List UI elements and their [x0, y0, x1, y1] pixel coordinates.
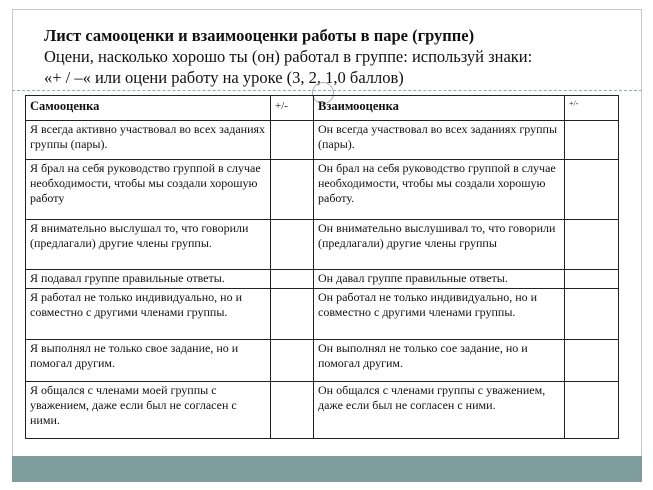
- self-cell: Я брал на себя руководство группой в случае необходимости, чтобы мы создали хорошую работу: [26, 160, 271, 220]
- peer-cell: Он внимательно выслушивал то, что говорили (предлагали) другие члены группы: [314, 220, 565, 270]
- peer-mark-cell[interactable]: [565, 382, 619, 439]
- peer-cell: Он общался с членами группы с уважением, даже если был не согласен с ними.: [314, 382, 565, 439]
- table-row: [26, 289, 619, 340]
- assessment-table: [25, 95, 619, 439]
- peer-cell: Он давал группе правильные ответы.: [314, 270, 565, 289]
- peer-mark-cell[interactable]: [565, 340, 619, 382]
- self-cell: Я внимательно выслушал то, что говорили (предлагали) другие члены группы.: [26, 220, 271, 270]
- header-peer: Взаимооценка: [314, 96, 565, 121]
- self-cell: Я подавал группе правильные ответы.: [26, 270, 271, 289]
- self-mark-cell[interactable]: [271, 270, 314, 289]
- peer-cell: Он брал на себя руководство группой в случае необходимости, чтобы мы создали хорошую работу.: [314, 160, 565, 220]
- self-mark-cell[interactable]: [271, 340, 314, 382]
- self-cell: Я выполнял не только свое задание, но и помогал другим.: [26, 340, 271, 382]
- peer-mark-cell[interactable]: [565, 160, 619, 220]
- table-row: [26, 340, 619, 382]
- table-header-row: [26, 96, 619, 121]
- header-peer-mark: +/-: [565, 96, 619, 121]
- self-mark-cell[interactable]: [271, 121, 314, 160]
- peer-cell: Он выполнял не только сое задание, но и помогал другим.: [314, 340, 565, 382]
- self-mark-cell[interactable]: [271, 289, 314, 340]
- header-self-mark: +/-: [271, 96, 314, 121]
- peer-cell: Он всегда участвовал во всех заданиях группы (пары).: [314, 121, 565, 160]
- instruction-line-2: «+ / –« или оцени работу на уроке (3, 2, 1,0 баллов): [44, 68, 404, 87]
- table-row: [26, 220, 619, 270]
- table-row: [26, 382, 619, 439]
- table-row: [26, 121, 619, 160]
- table-row: [26, 160, 619, 220]
- header-self: Самооценка: [26, 96, 271, 121]
- peer-mark-cell[interactable]: [565, 289, 619, 340]
- page-title: Лист самооценки и взаимооценки работы в паре (группе): [44, 26, 475, 45]
- self-cell: Я всегда активно участвовал во всех заданиях группы (пары).: [26, 121, 271, 160]
- peer-mark-cell[interactable]: [565, 121, 619, 160]
- self-mark-cell[interactable]: [271, 160, 314, 220]
- self-cell: Я общался с членами моей группы с уважением, даже если был не согласен с ними.: [26, 382, 271, 439]
- header: [44, 26, 634, 88]
- self-mark-cell[interactable]: [271, 382, 314, 439]
- self-mark-cell[interactable]: [271, 220, 314, 270]
- peer-cell: Он работал не только индивидуально, но и совместно с другими членами группы.: [314, 289, 565, 340]
- footer-bar: [12, 456, 642, 482]
- peer-mark-cell[interactable]: [565, 270, 619, 289]
- self-cell: Я работал не только индивидуально, но и совместно с другими членами группы.: [26, 289, 271, 340]
- instruction-line-1: Оцени, насколько хорошо ты (он) работал в группе: используй знаки:: [44, 47, 533, 66]
- table-row: [26, 270, 619, 289]
- peer-mark-cell[interactable]: [565, 220, 619, 270]
